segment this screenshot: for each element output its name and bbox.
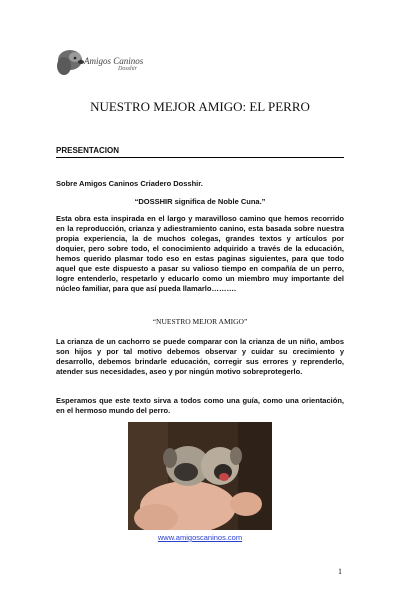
subtitle-quote: “NUESTRO MEJOR AMIGO” xyxy=(152,317,248,326)
page-title: NUESTRO MEJOR AMIGO: EL PERRO xyxy=(90,99,310,114)
section-divider xyxy=(56,157,344,158)
dog-head-logo-icon xyxy=(56,46,86,80)
page-number: 1 xyxy=(338,567,342,576)
logo-name: Amigos Caninos xyxy=(84,56,144,66)
paragraph-presentation: Esta obra esta inspirada en el largo y maravilloso camino que hemos recorrido en la reproducción, crianza y adiestramiento canino, esta basada sobre nuestra propia experiencia, la de muchos colegas, grandes textos y artículos por doquier, pero sobre todo, el conocimiento adquirido a través de la educación, hemos querido plasmar todo eso en estas paginas siguientes, para que todo aquel que este dispuesto a pasar su valioso tiempo en compañía de un perro, logre entenderlo, respetarlo y educarlo como un miembro muy importante del núcleo familiar, para que así pueda llamarlo………. xyxy=(56,214,344,293)
paragraph-closing: Esperamos que este texto sirva a todos como una guía, como una orientación, en el hermoso mundo del perro. xyxy=(56,396,344,415)
logo xyxy=(56,46,176,82)
intro-line: Sobre Amigos Caninos Criadero Dosshir. xyxy=(56,179,203,188)
puppies-photo-icon xyxy=(128,422,272,530)
logo-subtitle: Dosshir xyxy=(118,66,138,72)
quote-line: “DOSSHIR significa de Noble Cuna.” xyxy=(134,197,266,206)
paragraph-crianza: La crianza de un cachorro se puede comparar con la crianza de un niño, ambos son hijos y por tal motivo debemos observar y cuidar su crecimiento y desarrollo, debemos brindarle educación, corregir sus errores y reprenderlo, atender sus necesidades, aseo y por ningún motivo sobreprotegerlo. xyxy=(56,337,344,376)
website-link[interactable]: www.amigoscaninos.com xyxy=(157,533,243,542)
puppies-photo xyxy=(128,422,272,530)
section-heading: PRESENTACION xyxy=(56,146,119,155)
